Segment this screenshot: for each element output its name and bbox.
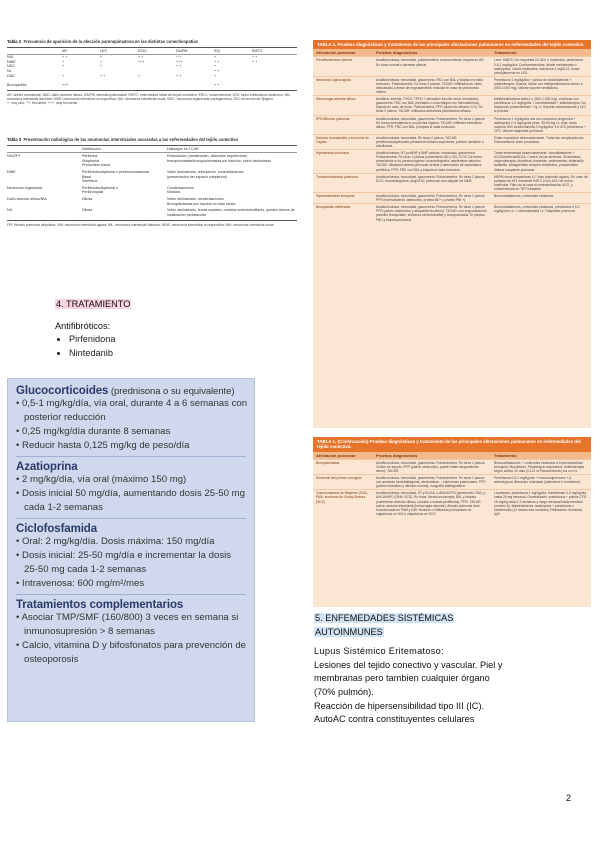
table-2-title: Tabla 2 Frecuencia de aparición de la afección parenquimatosa en las distintas conectivopatías <box>7 39 198 44</box>
dosage-line: osteoporosis <box>16 654 79 665</box>
table-cell: Prednisona 1 mg/kg/día oral con reducción progresiva + azatioprina 2-3 mg/kg/día (máx. 25-50 mg i.v. días, dosis máxima 150/ ciclofosfamida 2 mg/kg/día. En LES prednisona + CFD. Valorar trasplante pulmonar. <box>494 116 586 133</box>
table-cell: + + <box>100 73 106 78</box>
table-cell: EPID/fibrosis pulmonar <box>316 116 350 121</box>
table-cell: + <box>62 64 65 69</box>
table-cell <box>138 83 176 88</box>
dosage-line: • Asociar TMP/SMF (160/800) 3 veces en semana si <box>16 612 239 623</box>
table-cell: + + <box>138 55 144 60</box>
drug-heading <box>16 385 246 397</box>
table-cell: + <box>214 64 217 69</box>
table-cell: + <box>100 64 103 69</box>
table-cell: Difusa <box>82 196 93 201</box>
dosage-line: • Calcio, vitamina D y bifosfonatos para prevención de <box>16 640 246 651</box>
table-cell: Evitar exposición desencadenante. Tratar las complicaciones. Generalmente buen pronóstico. <box>494 135 585 144</box>
page-number: 2 <box>566 793 572 803</box>
table-cell: Neumonía lúpica aguda <box>316 77 351 82</box>
table-cell: Periférica/subpleural o Peribronquial <box>82 185 118 195</box>
table-cell: Periférica/subpleural o peribroncovascular Basal Simétrica <box>82 169 150 184</box>
table-cell: NOC <box>7 64 15 69</box>
dosage-line: posterior reducción <box>16 412 106 423</box>
table-row <box>313 173 591 192</box>
table-cell: + + <box>176 64 182 69</box>
table-3-body <box>7 153 297 218</box>
section-4 <box>55 298 255 360</box>
table-cell: NINE <box>7 169 16 174</box>
drug-name: Azatioprina <box>16 461 78 473</box>
table-cell: + + <box>176 55 182 60</box>
table-cell: +++ <box>176 59 183 64</box>
table-cell: + <box>138 73 141 78</box>
table-cell: Analítica básica, inmunidad, gasometría. Pulsioximetría. Rx tórax 2 planos. De forma ambulatoria si no precisa ingreso: TACAR: infiltrado intersticial difuso, PFR, FBC con BAL y biopsia si mala evolución. <box>376 116 486 129</box>
table-row <box>7 207 297 218</box>
table-cell: Leve: AINES. No respuesta 24-48 h o moderado: prednisona 0,5-1 mg/kg/día. Corticoesteroides: añadir metotrexato o azatioprina. Casos residuales: colchicina 1 mg/8-12, horas principalmente en LES. <box>494 58 583 75</box>
table-2-column-header: DA/PM <box>176 48 188 53</box>
table-cell <box>252 83 290 88</box>
table-cell: + + <box>176 73 182 78</box>
table-row <box>313 474 591 489</box>
table-cell: NINE <box>7 59 16 64</box>
table-row <box>313 134 591 149</box>
divider <box>16 456 246 457</box>
dosage-line: • Intravenosa: 600 mg/m²/mes <box>16 578 145 589</box>
table-cell: Metilprednisolona bolos i.v. (500-1.000 mg), continuar con prednisona 1-2 mg/kg/día + ciclofosfamida + antibioterapia. No respuesta: plasmaféresis + Ig i.v. Soporte cardiovascular y UCI si precisa. <box>494 97 586 114</box>
table-2-body <box>7 55 297 88</box>
table-cell: Periférica Subpleural Predominio basal <box>82 154 110 168</box>
table-cell: + <box>62 59 65 64</box>
text-line: Reacción de hipersensibilidad tipo III (IC). <box>314 700 485 711</box>
divider <box>16 594 246 595</box>
table-cell: Analítica básica, NT-proBNP y BMP activos, inmunidad, gasometría. Pulsioximetría. Rx tórax 2 planos (crecimiento AD y VD), ECG. De forma ambulatoria si no precisa ingreso: ecocardiografía, cateterismo derecho, TACAR: dilatación arterial pulmonar central o atenuación de vasculatura periférica, PFR, FBC con BAL y biopsia si mala evolución. <box>376 151 482 172</box>
table-cell: NL <box>7 68 12 73</box>
table-cell: Hipertensión pulmonar <box>316 151 350 156</box>
table-cell: Prednisona 0,5-1 mg/kg/día + inmunosupresores + β-adrenérgicos liberación retardada (salmeterol o formoterol). <box>494 476 581 485</box>
drug-heading <box>16 461 246 473</box>
table-cell: Vidrio deslustrado, reticulación, consolidaciones (preservación del espacio subpleural) <box>167 169 244 179</box>
table-cell: Nódulos reumatoides y síndrome de Caplan <box>316 135 369 144</box>
section-4-subheading: Antifibróticos: <box>55 320 111 331</box>
table-cell: Analítica básica, inmunidad, gasometría. Pulsioximetría. Rx tórax 2 planos. PFR (normal/patrón obstructivo, prueba BD+ y prueba PBI +). <box>376 194 486 203</box>
table-3-header <box>7 146 297 153</box>
list-item: • Nintedanib <box>69 347 255 361</box>
table-cell: Vidrio deslustrado, líneas septales, nódulos centrolobulillares, quistes aéreos de localización perivascular <box>167 208 295 217</box>
table-row <box>313 489 591 517</box>
table-cell: Hemorragia alveolar difusa <box>316 97 356 102</box>
table-row <box>7 83 297 88</box>
text-line: AutoAC contra constituyentes celulares <box>314 714 475 725</box>
table-cell: Reticulación, panalización, distorsión arquitectural, bronquiectasias/bronquiolectasias por tracción, vidrio deslustrado <box>167 154 272 163</box>
drug-name: Ciclofosfamida <box>16 523 98 535</box>
table-cell: Analítica básica, inmunidad, gasometría. Pulsioximetría. Rx tórax 2 planos con aumento hemidiafragmas, atelectasias, ↓ volúmenes pulmonares. PFR (patrón restrictivo y difusión normal), ecografía diafragmática. <box>376 476 486 489</box>
table-cell: + <box>100 59 103 64</box>
treatment-dosage-box <box>7 378 255 722</box>
section-4-heading: 4. TRATAMIENTO <box>56 299 131 309</box>
table-3-col-findings: Hallazgos en TCAR <box>167 146 199 151</box>
table-cell: Broncodilatadores, corticoides inhalados, prednisona 0,5-1 mg/kg/día v.o. + ciclofosfamida i.v. Trasplante pulmonar. <box>494 205 580 214</box>
table-cell: + + <box>214 68 220 73</box>
table-cell: Daño alveolar difuso/NIA <box>7 196 47 201</box>
table-cell: Pleuritis/derrame pleural <box>316 58 352 63</box>
table-cell: NIL <box>7 208 13 213</box>
table-cell: + + <box>252 55 258 60</box>
table-cell: HBPM dosis terapéuticas 5-7 días (episodio agudo). En caso de portador de AFL mantener INR 2-3 con ACO de forma indefinida. Filtro de la cava si contraindicación ACO, y embolectomía en TEP inestable. <box>494 174 588 191</box>
table-cell: + <box>214 55 217 60</box>
text-line: Lupus Sistémico Eritematoso: <box>314 646 444 657</box>
table-2-header <box>7 48 297 55</box>
table-cell: +++ <box>62 83 69 88</box>
table-2-footnote: AR: artritis reumatoide; DAD: daño alveolar difuso; DA/PM: dermato/polimiositis; EMTC: enfermedad mixta del tejido conectivo; ESCL: esclerodermia; LES: lupus eritematoso sistémico; NIL: neumonía intersticial linfoidea; NINE: neumonía intersticial no específica; NIU: neumonía intersticial usual; NOC: neumonía organizada criptogenética; SSJ: síndrome de Sjögren. <box>7 92 291 101</box>
table-1-continuation <box>313 437 591 607</box>
table-cell: Analítica básica, inmunidad, pulsioximetría, toracocentesis, biopsia en AR. Rx tórax normal o derrame pleural. <box>376 58 485 67</box>
drug-heading <box>16 523 246 535</box>
dosage-line: • Oral: 2 mg/kg/día. Dosis máxima: 150 mg/día <box>16 536 215 547</box>
table-cell: + <box>100 55 103 60</box>
table-1b-body <box>313 459 591 607</box>
table-cell: Vidrio deslustrado, condensaciones Bronquiectasias por tracción en fase tardía <box>167 196 236 206</box>
dosage-line: • 2 mg/kg/día, vía oral (máximo 150 mg) <box>16 474 187 485</box>
table-3-title: Tabla 3 Presentación radiológica de las neumonías intersticiales asociadas a las enfermedades del tejido conectivo <box>7 137 239 142</box>
table-row <box>313 149 591 172</box>
table-3-footnote: FPI: fibrosis pulmonar idiopática; NIA: neumonía intersticial aguda; NIL: neumonía intersticial linfoidea; NINE: neumonía intersticial no específica; NIU: neumonía intersticial usual. <box>7 223 275 228</box>
table-1 <box>313 40 591 430</box>
table-cell: Granulomatosis de Wegener (GW), PAM, síndrome de Churg-Strauss (SCS) <box>316 491 368 504</box>
table-row <box>7 185 297 196</box>
dosage-line: 25-50 mg cada 1-2 semanas <box>16 564 147 575</box>
table-1b-title: TABLA 1. (Continuación) Pruebas diagnósticas y tratamiento de las principales afectaciones pulmonares en enfermedades del tejido conectivo. <box>313 437 591 452</box>
antifibrotic-list <box>55 333 255 360</box>
table-2-column-header: SSj <box>214 48 220 53</box>
table-2 <box>7 40 297 105</box>
table-cell: Neumonía organizada <box>7 185 43 190</box>
dosage-line: • Dosis inicial 50 mg/día, aumentando dosis 25-50 mg <box>16 488 245 499</box>
table-2-column-header <box>7 49 62 54</box>
table-row <box>313 192 591 203</box>
text-line: membranas pero tambien cualquier órgano <box>314 673 490 684</box>
text-line: Lesiones del tejido conectivo y vascular. Piel y <box>314 659 503 670</box>
table-cell <box>100 83 138 88</box>
table-cell: + <box>214 73 217 78</box>
table-row <box>313 203 591 222</box>
table-row <box>313 95 591 114</box>
table-row <box>7 153 297 169</box>
table-cell: Analítica básica, inmunidad, gasometría. Pulsioximetría. Rx tórax 2 planos. PFR (patrón obstructivo y atrapamiento aéreo), TACAR: con engrosamiento paredes bronquiales, enfisema centrolobulillar y bronquiectasia. Si precisa FBC y biopsia pulmonar. <box>376 205 487 222</box>
dosage-line: • Reducir hasta 0,125 mg/kg de peso/día <box>16 440 190 451</box>
table-cell: Analítica básica, inmunidad, gasometría. Pulsioximetría. Rx tórax 2 planos, ECG, ecocardiograma, AngioTAC pulmonar, eco doppler de MMII. <box>376 174 486 183</box>
table-2-column-header: LES <box>100 48 107 53</box>
table-cell: Bronquiolitis obliterante <box>316 205 351 210</box>
table-cell: Condensaciones Nódulos <box>167 185 194 195</box>
table-cell: Broncodilatadores, corticoides inhalados. <box>494 194 555 199</box>
table-2-column-header: AR <box>62 48 67 53</box>
table-1-body <box>313 56 591 428</box>
table-row <box>7 169 297 185</box>
table-cell: Localizado: prednisona 1 mg/kg/día, metotrexato 0,3 mg/kg/día hasta 25 mg semanal. Generalizado: prednisona + pulsos CFD 15 mg/kg cada 2-3 semanas y luego mensual hasta remisión (mínimo 6). Mantenimiento: azatioprina + prednisona o metotrexato (12 meses tras remisión). Refractario: rituximab, IgIV. <box>494 491 587 516</box>
drug-note: (prednisona o su equivalente) <box>108 386 235 397</box>
section-5 <box>314 612 594 727</box>
table-row <box>313 56 591 75</box>
table-row <box>7 74 297 79</box>
drug-heading <box>16 599 246 611</box>
table-2-column-header: EMTC <box>252 48 263 53</box>
dosage-line: • Dosis inicial: 25-50 mg/día e incrementar la dosis <box>16 550 232 561</box>
table-1-title: TABLA 1. Pruebas diagnósticas y tratamiento de las principales afectaciones pulmonares en enfermedades del tejido conectivo. <box>313 40 591 49</box>
section-5-text <box>314 645 594 727</box>
table-cell: Analítica: anemia, TVGX, TPCH + alteración función renal, inmunidad, gasometría. FBC con BAL (hematíes o macrófagos con hemosiderina), biopsia en caso de duda. Pulsioximetría, PFR (aumento difusión CO). Rx tórax 2 planos. TACAR: infiltrados alveolares parcheados difusos. <box>376 97 483 114</box>
table-row <box>313 459 591 474</box>
table-3 <box>7 138 297 228</box>
dosage-line: inmunosupresión > 8 semanas <box>16 626 155 637</box>
section-5-heading: 5. ENFEMEDADES SISTÉMICAS AUTOINMUNES <box>315 613 454 637</box>
dosage-line: • 0,25 mg/kg/día durante 8 semanas <box>16 426 171 437</box>
table-cell: + + <box>62 55 68 60</box>
table-cell: Analítica básica, inmunidad. Rx tórax 2 planos, TACAR: periférico/subpleurales predominio lóbulos superiores, pueden cavitarse o calcificarse. <box>376 135 484 149</box>
table-cell: Bronquiolitis <box>7 83 27 88</box>
table-row <box>313 76 591 95</box>
table-cell: NIU/FPI <box>7 154 20 159</box>
table-cell <box>252 74 290 79</box>
table-cell: Analítica básica, inmunidad, IFI y ELISA: c-ANCA/PR3 (predominio GW), p-ANCA/MPO (PAM, SCS). Rx tórax, fibrobroncoscopia, BAL y biopsia (sufrimiento alveolar difuso, nódulos o masas periféricas), PFR. TACAR: patrón alveolar intersticial (hemorragia alveolar), fibrosis pulmonar fase evolucionada en PAM y GW. Nódulos o infiltrados pulmonares no migratorios en GW y migratorios en SCS. <box>376 491 487 516</box>
table-row <box>313 115 591 134</box>
drug-name: Glucocorticoides <box>16 385 109 397</box>
table-cell: + <box>62 73 65 78</box>
table-cell <box>176 83 214 88</box>
table-2-column-header: ESCL <box>138 48 148 53</box>
table-cell: Síndrome del pulmón encogido <box>316 476 362 481</box>
table-cell: + + <box>214 83 220 88</box>
table-cell: + + <box>252 59 258 64</box>
table-cell: Hiperreactividad bronquial <box>316 194 355 199</box>
drug-name: Tratamientos complementarios <box>16 599 184 611</box>
dosage-line: cada 1-2 semanas <box>16 502 103 513</box>
table-3-col-distribution: Distribución <box>82 146 101 151</box>
table-cell: Prednisona 1 mg/kg/día + pulsos de ciclofosfamida + antibioterapia. Graves: iniciar con metilprednisolona bolos i.v. (500-1.000 mg). Valorar soporte ventilatorio. <box>494 77 584 90</box>
dosage-line: • 0,5-1 mg/kg/día, vía oral, durante 4 a 6 semanas con <box>16 398 248 409</box>
table-cell: Analítica básica, inmunidad, gasometría. Pulsioximetría. Rx tórax 2 planos. Cultivo de esputo, PFR (patrón obstructivo, puede haber atrapamiento aéreo), TACAR. <box>376 460 486 473</box>
table-cell: NIU <box>7 55 14 60</box>
table-2-legend: +: muy raro; ++: frecuente; +++: muy frecuente. <box>7 101 79 106</box>
table-cell: Broncodilatadores + corticoides inhalados si hiperreactividad bronquial. Mucolíticos. Fisioterapia respiratoria. Antibioterapia según cultivo 10 días (14-21 si Pseudomonas) vía v.o./i.v. <box>494 460 584 473</box>
table-cell: Tromboembolismo pulmonar <box>316 174 358 179</box>
table-cell: Analítica básica, inmunidad, gasometría. FBC con BAL y biopsia en mala evolución. Pulsioximetría. Rx tórax 2 planos. TACAR: infiltrados en vidrio deslustrado y áreas de engrosamiento reticular en caso de predominio inferior. <box>376 77 483 95</box>
table-cell: + + <box>214 59 220 64</box>
divider <box>16 518 246 519</box>
table-cell: Tratar enfermedad desencadenante. Vasodilatadores + ACO/diuréticos/BCAs. Control de las arritmias. Sintomático: oxigenoterapia, diuréticos, bosentán, ambrisentán, sildenafilo, tadalafilo. Antagonistas receptor endotelina, prostanoides. Valorar trasplante pulmonar. <box>494 151 585 172</box>
list-item: • Pirfenidona <box>69 333 255 347</box>
table-cell: Bronquiectasias <box>316 460 340 465</box>
table-1-header: Afectación pulmonar Pruebas diagnósticas Tratamiento <box>313 49 591 56</box>
table-cell: Difusa <box>82 208 93 213</box>
text-line: (70% pulmón). <box>314 686 374 697</box>
table-1b-header: Afectación pulmonar Pruebas diagnósticas Tratamiento <box>313 452 591 459</box>
table-cell: +++ <box>138 59 145 64</box>
table-row <box>7 196 297 207</box>
table-cell: DAD <box>7 73 15 78</box>
